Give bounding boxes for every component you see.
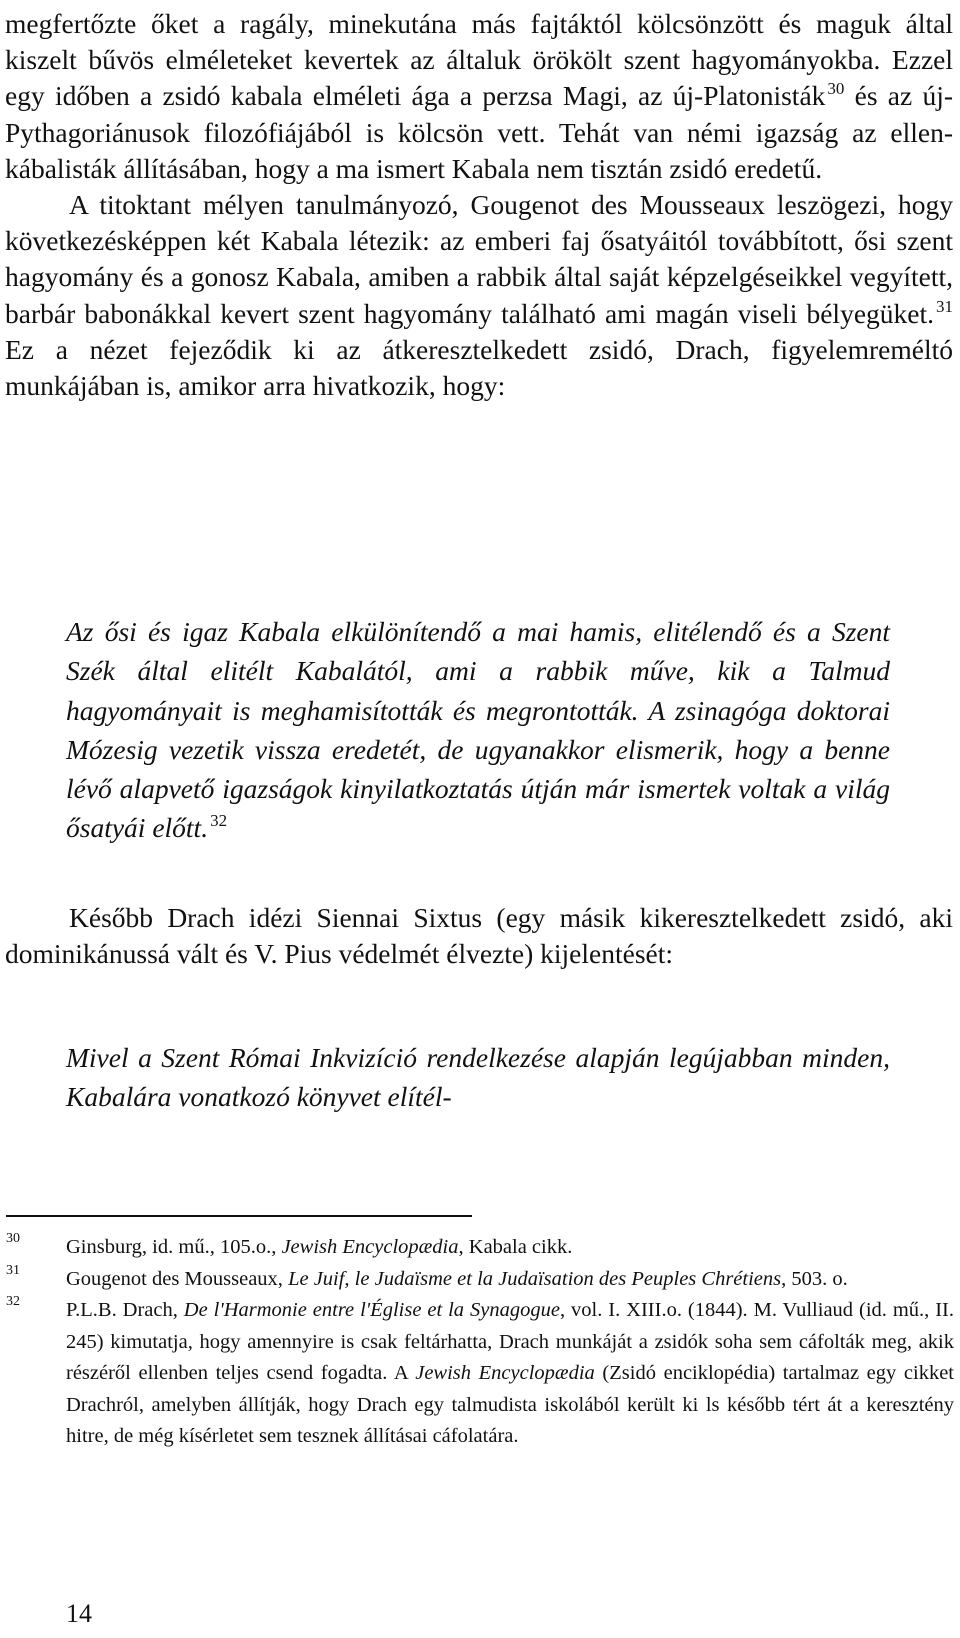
paragraph-3: Később Drach idézi Siennai Sixtus (egy másik kikeresztelkedett zsidó, aki dominikánussá vált és V. Pius védelmét élvezte) kijelentését:: [5, 902, 953, 970]
paragraph-2: A titoktant mélyen tanulmányozó, Gougenot des Mousseaux leszögezi, hogy következésképpen két Kabala létezik: az emberi faj ősatyáitól továbbított, ősi szent hagyomány és a gonosz Kabala, amiben a rabbik által saját képzelgéseikkel vegyített, barbár babonákkal kevert szent hagyomány található ami magán viseli bélyegüket. $^{31}$ Ez a nézet fejeződik ki az átkeresztelkedett zsidó, Drach, figyelemreméltó munkájában is, amikor arra hivatkozik, hogy:: [5, 189, 953, 402]
main-text-middle: [5, 900, 953, 972]
footnote-31: 31 Gougenot des Mousseaux, Le Juif, le Judaïsme et la Judaïsation des Peuples Chrétiens, 503. o.: [6, 1264, 954, 1296]
block-quote-1: Az ősi és igaz Kabala elkülönítendő a mai hamis, elitélendő és a Szent Szék által elitélt Kabalától, ami a rabbik műve, kik a Talmud hagyományait is meghamisították és megrontották. A zsinagóga doktorai Mózesig vezetik vissza eredetét, de ugyanakkor elismerik, hogy a benne lévő alapvető igazságok kinyilatkoztatás útján már ismertek voltak a világ ősatyái előtt. $^{32}$: [66, 616, 890, 844]
footnote-32: 32 P.L.B. Drach, De l'Harmonie entre l'Église et la Synagogue, vol. I. XIII.o. (1844). M. Vulliaud (id. mű., II. 245) kimutatja, hogy amennyire is csak feltárhatta, Drach munkáját a zsidók soha sem cáfolták meg, akik részéről ellenben teljes csend fogadta. A Jewish Encyclopædia (Zsidó enciklopédia) tartalmaz egy cikket Drachról, amelyben állítják, hogy Drach egy talmudista iskolából került ki ls később tért át a keresztény hitre, de még kísérletet sem tesznek állításai cáfolatára.: [6, 1295, 954, 1453]
main-text-top: [5, 6, 953, 404]
paragraph-1: megfertőzte őket a ragály, minekutána más fajtáktól kölcsönzött és maguk által kiszelt bűvös elméleteket kevertek az általuk örökölt szent hagyományokba. Ezzel egy időben a zsidó kabala elméleti ága a perzsa Magi, az új-Platonisták $^{30}$ és az új-Pythagoriánusok filozófiájából is kölcsön vett. Tehát van némi igazság az ellen-kábalisták állításában, hogy a ma ismert Kabala nem tisztán zsidó eredetű.: [5, 8, 953, 184]
footnote-ref-32[interactable]: 32: [210, 811, 228, 831]
page-number: 14: [66, 1599, 92, 1628]
footnote-number: 31: [6, 1262, 20, 1278]
block-quote-2: Mivel a Szent Római Inkvizíció rendelkezése alapján legújabban minden, Kabalára vonatkozó könyvet elítél-: [66, 1042, 890, 1113]
footnote-ref-30[interactable]: 30: [827, 79, 845, 99]
footnote-number: 32: [6, 1294, 20, 1309]
footnote-30: 30 Ginsburg, id. mű., 105.o., Jewish Encyclopædia, Kabala cikk.: [6, 1232, 954, 1264]
footnote-number: 30: [6, 1231, 20, 1246]
footnote-separator: [6, 1215, 472, 1217]
footnotes: [6, 1232, 954, 1453]
footnote-ref-31[interactable]: 31: [936, 296, 953, 316]
